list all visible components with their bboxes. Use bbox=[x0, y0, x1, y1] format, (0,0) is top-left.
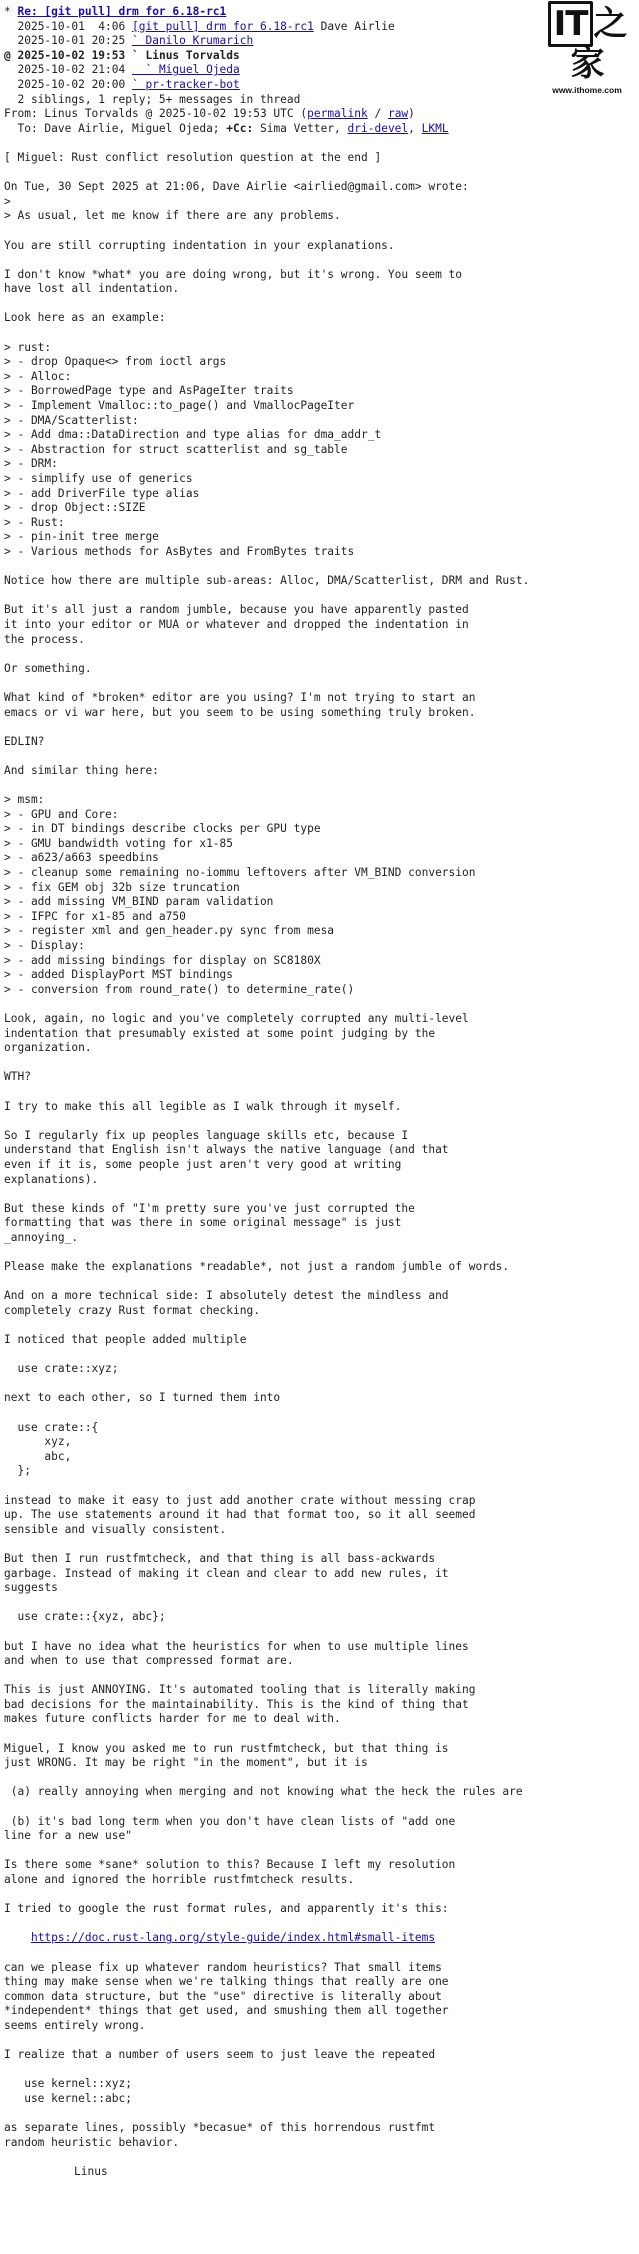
current-mark: ` bbox=[132, 48, 146, 62]
blank-line bbox=[4, 166, 634, 181]
body-line: Miguel, I know you asked me to run rustfmtcheck, but that thing is bbox=[4, 1741, 449, 1755]
body-line: > bbox=[4, 194, 11, 208]
body-line: Look, again, no logic and you've completely corrupted any multi-level bbox=[4, 1011, 469, 1025]
body-line: it into your editor or MUA or whatever and dropped the indentation in bbox=[4, 617, 469, 631]
blank-line bbox=[4, 647, 634, 662]
from-line bbox=[4, 107, 634, 122]
body-line: random heuristic behavior. bbox=[4, 2135, 180, 2149]
cc-rest: Sima Vetter, bbox=[253, 121, 348, 135]
body-line: > msm: bbox=[4, 793, 45, 807]
blank-line bbox=[4, 1727, 634, 1742]
current-prefix: @ bbox=[4, 48, 18, 62]
body-line: > - Display: bbox=[4, 939, 85, 952]
body-line: I noticed that people added multiple bbox=[4, 1333, 247, 1347]
cc-dri-devel-link[interactable]: dri-devel bbox=[347, 121, 409, 135]
body-line: use kernel::abc; bbox=[4, 2091, 132, 2105]
watermark-url: www.ithome.com bbox=[552, 85, 622, 95]
blank-line bbox=[4, 1917, 634, 1932]
body-line: But it's all just a random jumble, because you have apparently pasted bbox=[4, 603, 469, 617]
current-date: 2025-10-02 19:53 bbox=[17, 48, 132, 62]
blank-line bbox=[4, 1946, 634, 1961]
body-line: But then I run rustfmtcheck, and that thing is all bass-ackwards bbox=[4, 1551, 436, 1565]
thread-row-link[interactable]: ` Danilo Krumarich bbox=[132, 34, 254, 48]
body-line: > - GMU bandwidth voting for x1-85 bbox=[4, 836, 234, 850]
body-line: And on a more technical side: I absolutely detest the mindless and bbox=[4, 1289, 449, 1303]
reply-row-indent bbox=[4, 63, 17, 76]
body-line: Look here as an example: bbox=[4, 311, 166, 325]
body-line: and when to use that compressed format are. bbox=[4, 1654, 294, 1668]
to-prefix: To: Dave Airlie, Miguel Ojeda; bbox=[4, 121, 227, 135]
blank-line bbox=[4, 1844, 634, 1859]
body-line: use crate::xyz; bbox=[4, 1362, 119, 1376]
to-line bbox=[4, 122, 634, 137]
body-line: have lost all indentation. bbox=[4, 282, 180, 296]
blank-line bbox=[4, 1669, 634, 1684]
body-line: (b) it's bad long term when you don't have clean lists of "add one bbox=[4, 1814, 456, 1828]
blank-line bbox=[4, 1800, 634, 1815]
body-line: as separate lines, possibly *becasue* of this horrendous rustfmt bbox=[4, 2121, 436, 2135]
message-body bbox=[4, 136, 634, 1931]
body-line: organization. bbox=[4, 1041, 92, 1055]
body-line: use crate::{ bbox=[4, 1420, 99, 1434]
body-line: thing may make sense when we're talking things that really are one bbox=[4, 1975, 449, 1989]
body-line: > - pin-init tree merge bbox=[4, 530, 159, 544]
body-line: indentation that presumably existed at some point judging by the bbox=[4, 1026, 436, 1040]
body-line: Is there some *sane* solution to this? Because I left my resolution bbox=[4, 1858, 456, 1872]
body-line: I try to make this all legible as I walk through it myself. bbox=[4, 1099, 402, 1113]
blank-line bbox=[4, 749, 634, 764]
cc-lkml-link[interactable]: LKML bbox=[421, 121, 449, 135]
thread-row-link[interactable]: [git pull] drm for 6.18-rc1 bbox=[132, 19, 314, 33]
body-line: instead to make it easy to just add another crate without messing crap bbox=[4, 1493, 476, 1507]
thread-row-author: Dave Airlie bbox=[313, 19, 395, 33]
body-line: > - simplify use of generics bbox=[4, 472, 193, 485]
body-line: explanations). bbox=[4, 1172, 99, 1186]
body-line: WTH? bbox=[4, 1070, 31, 1084]
body-line: > - Alloc: bbox=[4, 369, 72, 383]
body-line: I don't know *what* you are doing wrong, but it's wrong. You seem to bbox=[4, 267, 463, 281]
body-line: line for a new use" bbox=[4, 1829, 132, 1843]
blank-line bbox=[4, 2150, 634, 2165]
blank-line bbox=[4, 1888, 634, 1903]
blank-line bbox=[4, 1275, 634, 1290]
body-line: > - cleanup some remaining no-iommu leftovers after VM_BIND conversion bbox=[4, 866, 476, 880]
blank-line bbox=[4, 1479, 634, 1494]
body-line: *independent* things that get used, and smushing them all together bbox=[4, 2004, 449, 2018]
body-line: use crate::{xyz, abc}; bbox=[4, 1610, 166, 1624]
body-line: But these kinds of "I'm pretty sure you've just corrupted the bbox=[4, 1201, 415, 1215]
thread-row-date: 2025-10-01 4:06 bbox=[17, 19, 132, 33]
body-line: garbage. Instead of making it clean and clear to add new rules, it bbox=[4, 1566, 449, 1580]
body-line: I realize that a number of users seem to just leave the repeated bbox=[4, 2048, 436, 2062]
blank-line bbox=[4, 1377, 634, 1392]
from-sep: / bbox=[367, 107, 388, 121]
reply-rows bbox=[4, 63, 634, 92]
blank-line bbox=[4, 1596, 634, 1611]
thread-current-row bbox=[4, 49, 634, 64]
body-line: [ Miguel: Rust conflict resolution question at the end ] bbox=[4, 150, 382, 164]
blank-line bbox=[4, 589, 634, 604]
body-line: use kernel::xyz; bbox=[4, 2077, 132, 2091]
body-line: Notice how there are multiple sub-areas: Alloc, DMA/Scatterlist, DRM and Rust. bbox=[4, 574, 530, 588]
body-line: EDLIN? bbox=[4, 734, 45, 748]
body-line: > - add missing VM_BIND param validation bbox=[4, 895, 274, 909]
body-line: > - add missing bindings for display on SC8180X bbox=[4, 953, 321, 967]
body-line: > - a623/a663 speedbins bbox=[4, 851, 159, 865]
from-suffix: ) bbox=[408, 107, 415, 121]
body-line: Please make the explanations *readable*, not just a random jumble of words. bbox=[4, 1260, 510, 1274]
reply-row bbox=[4, 63, 634, 78]
reply-row bbox=[4, 78, 634, 93]
body-line: > - IFPC for x1-85 and a750 bbox=[4, 909, 186, 923]
reply-row-indent bbox=[4, 78, 17, 91]
body-line: > - added DisplayPort MST bindings bbox=[4, 968, 234, 982]
body-line: even if it is, some people just aren't very good at writing bbox=[4, 1157, 402, 1171]
body-line: understand that English isn't always the native language (and that bbox=[4, 1143, 449, 1157]
body-line: > As usual, let me know if there are any problems. bbox=[4, 209, 341, 223]
blank-line bbox=[4, 1245, 634, 1260]
permalink-link[interactable]: permalink bbox=[307, 107, 368, 121]
body-line: bad decisions for the maintainability. This is the kind of thing that bbox=[4, 1697, 469, 1711]
thread-row-indent bbox=[4, 20, 17, 33]
blank-line bbox=[4, 2034, 634, 2049]
body-line: > - in DT bindings describe clocks per GPU type bbox=[4, 822, 321, 836]
body-line: > - DMA/Scatterlist: bbox=[4, 413, 139, 427]
blank-line bbox=[4, 2107, 634, 2122]
thread-row bbox=[4, 20, 634, 35]
body-line: > - drop Object::SIZE bbox=[4, 501, 146, 515]
reply-row-date: 2025-10-02 20:00 bbox=[17, 77, 132, 91]
blank-line bbox=[4, 1085, 634, 1100]
body-line: Or something. bbox=[4, 661, 92, 675]
body-line: completely crazy Rust format checking. bbox=[4, 1303, 260, 1317]
blank-line bbox=[4, 253, 634, 268]
cc-label: +Cc: bbox=[226, 121, 254, 135]
blank-line bbox=[4, 1318, 634, 1333]
body-line: can we please fix up whatever random heuristics? That small items bbox=[4, 1960, 442, 1974]
body-line: > - register xml and gen_header.py sync from mesa bbox=[4, 924, 335, 938]
body-line: next to each other, so I turned them into bbox=[4, 1391, 281, 1405]
body-line: > - Abstraction for struct scatterlist and sg_table bbox=[4, 442, 348, 456]
thread-parent-row bbox=[4, 5, 634, 20]
blank-line bbox=[4, 2063, 634, 2078]
blank-line bbox=[4, 1056, 634, 1071]
blank-line bbox=[4, 997, 634, 1012]
body-line: the process. bbox=[4, 632, 85, 646]
raw-link[interactable]: raw bbox=[387, 107, 409, 121]
watermark-mark: IT 之家 bbox=[543, 4, 631, 84]
body-line: This is just ANNOYING. It's automated tooling that is literally making bbox=[4, 1683, 476, 1697]
body-line: > - Various methods for AsBytes and FromBytes traits bbox=[4, 544, 355, 558]
body-line: > - Add dma::DataDirection and type alias for dma_addr_t bbox=[4, 428, 382, 442]
blank-line bbox=[4, 326, 634, 341]
signature: Linus bbox=[74, 2164, 108, 2178]
style-guide-link[interactable]: https://doc.rust-lang.org/style-guide/index.html#small-items bbox=[30, 1931, 436, 1945]
blank-line bbox=[4, 136, 634, 151]
thread-row-indent bbox=[4, 34, 17, 47]
blank-line bbox=[4, 1187, 634, 1202]
thread-row bbox=[4, 34, 634, 49]
blank-line bbox=[4, 1625, 634, 1640]
blank-line bbox=[4, 778, 634, 793]
blank-line bbox=[4, 297, 634, 312]
body-line: > - drop Opaque<> from ioctl args bbox=[4, 355, 227, 369]
body-line: emacs or vi war here, but you seem to be using something truly broken. bbox=[4, 705, 476, 719]
thread-star: * bbox=[4, 5, 18, 18]
thread-summary: 2 siblings, 1 reply; 5+ messages in thread bbox=[4, 92, 301, 106]
body-line: seems entirely wrong. bbox=[4, 2018, 146, 2032]
body-line: (a) really annoying when merging and not knowing what the heck the rules are bbox=[4, 1785, 523, 1799]
blank-line bbox=[4, 560, 634, 575]
body-line: makes future conflicts harder for me to deal with. bbox=[4, 1712, 341, 1726]
body-line: And similar thing here: bbox=[4, 763, 159, 777]
reply-row-link[interactable]: ` pr-tracker-bot bbox=[132, 77, 240, 91]
blank-line bbox=[4, 224, 634, 239]
body-line: On Tue, 30 Sept 2025 at 21:06, Dave Airlie <airlied@gmail.com> wrote: bbox=[4, 180, 469, 194]
body-line: }; bbox=[4, 1464, 31, 1478]
blank-line bbox=[4, 676, 634, 691]
body-line: > - BorrowedPage type and AsPageIter traits bbox=[4, 384, 294, 398]
body-line: I tried to google the rust format rules, and apparently it's this: bbox=[4, 1902, 449, 1916]
body-line: > - fix GEM obj 32b size truncation bbox=[4, 880, 240, 894]
thread-rows bbox=[4, 20, 634, 49]
body-line: suggests bbox=[4, 1581, 58, 1595]
reply-row-link[interactable]: ` Miguel Ojeda bbox=[132, 63, 240, 77]
current-author: Linus Torvalds bbox=[145, 48, 240, 62]
body-line: So I regularly fix up peoples language skills etc, because I bbox=[4, 1128, 409, 1142]
body-line: formatting that was there in some original message" is just bbox=[4, 1216, 402, 1230]
cc-sep: , bbox=[408, 121, 422, 135]
reply-row-date: 2025-10-02 21:04 bbox=[17, 63, 132, 77]
body-line: > - conversion from round_rate() to determine_rate() bbox=[4, 982, 355, 996]
body-line: abc, bbox=[4, 1449, 72, 1463]
thread-parent-subject-link[interactable]: Re: [git pull] drm for 6.18-rc1 bbox=[17, 5, 227, 18]
body-line: > rust: bbox=[4, 340, 52, 354]
blank-line bbox=[4, 1114, 634, 1129]
body-line: but I have no idea what the heuristics for when to use multiple lines bbox=[4, 1639, 469, 1653]
blank-line bbox=[4, 1348, 634, 1363]
blank-line bbox=[4, 1406, 634, 1421]
body-line: common data structure, but the "use" directive is literally about bbox=[4, 1989, 442, 2003]
message-body-continued bbox=[4, 1946, 634, 2165]
body-line: _annoying_. bbox=[4, 1230, 79, 1244]
body-line: > - GPU and Core: bbox=[4, 807, 119, 821]
blank-line bbox=[4, 1537, 634, 1552]
body-line: xyz, bbox=[4, 1435, 72, 1449]
body-line: just WRONG. It may be right "in the moment", but it is bbox=[4, 1756, 368, 1770]
body-line: sensible and visually consistent. bbox=[4, 1522, 227, 1536]
body-line: up. The use statements around it had that format too, so it all seemed bbox=[4, 1508, 476, 1522]
email-page bbox=[4, 5, 634, 2179]
body-line: > - add DriverFile type alias bbox=[4, 486, 200, 500]
blank-line bbox=[4, 1771, 634, 1786]
body-line: What kind of *broken* editor are you using? I'm not trying to start an bbox=[4, 690, 476, 704]
thread-row-date: 2025-10-01 20:25 bbox=[17, 34, 132, 48]
body-line: > - DRM: bbox=[4, 457, 58, 471]
style-guide-link-line bbox=[4, 1931, 634, 1946]
blank-line bbox=[4, 720, 634, 735]
body-line: > - Rust: bbox=[4, 515, 65, 529]
body-line: You are still corrupting indentation in your explanations. bbox=[4, 238, 395, 252]
from-prefix: From: Linus Torvalds @ 2025-10-02 19:53 UTC ( bbox=[4, 107, 308, 121]
body-line: alone and ignored the horrible rustfmtcheck results. bbox=[4, 1873, 355, 1886]
body-line: > - Implement Vmalloc::to_page() and VmallocPageIter bbox=[4, 399, 355, 413]
